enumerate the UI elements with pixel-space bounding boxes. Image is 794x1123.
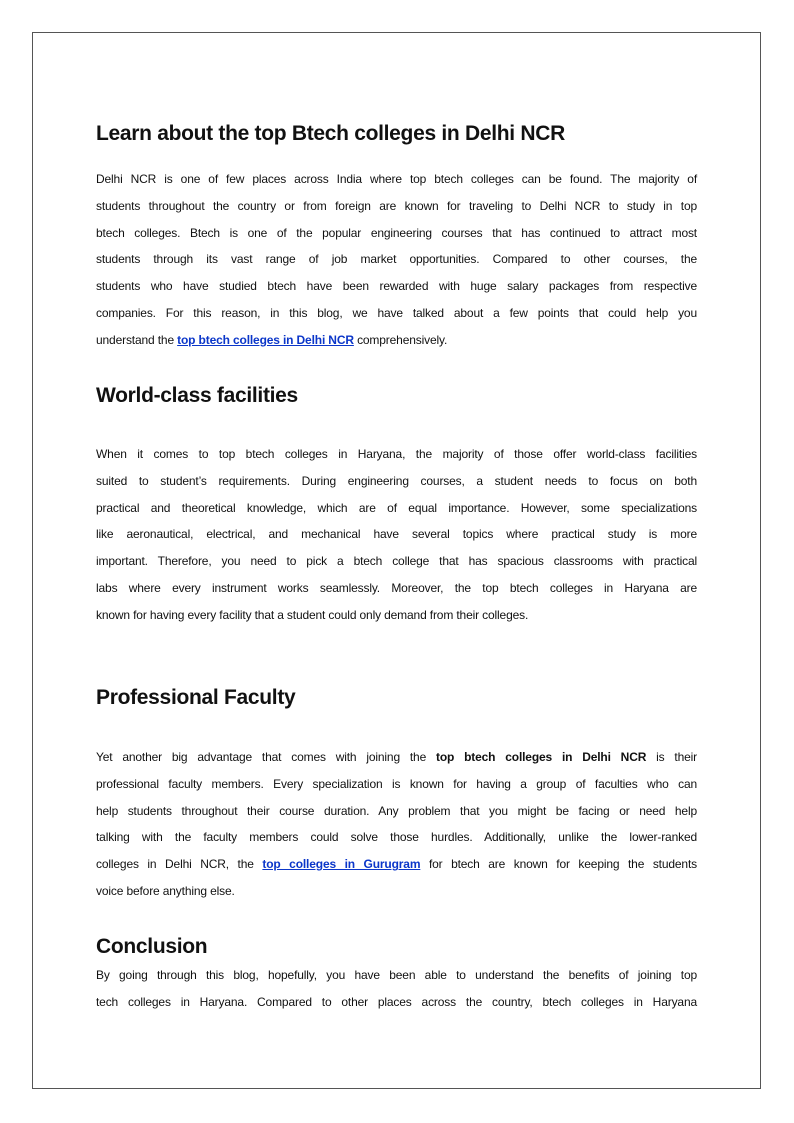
text-line: [96, 166, 697, 193]
text-line: [96, 851, 697, 878]
text-line: [96, 602, 697, 629]
text-segment: suited to student’s requirements. During engineering courses, a student needs to focus on both: [96, 473, 697, 488]
text-line: [96, 300, 697, 327]
text-line: [96, 193, 697, 220]
text-segment: is their: [656, 750, 697, 764]
text-segment: help students throughout their course duration. Any problem that you might be facing or need help: [96, 803, 697, 818]
text-line: [96, 744, 697, 771]
text-line: [96, 798, 697, 825]
hyperlink[interactable]: top colleges in Gurugram: [262, 857, 421, 872]
text-line: [96, 273, 697, 300]
text-segment: important. Therefore, you need to pick a btech college that has spacious classrooms with practical: [96, 554, 697, 569]
text-segment: btech colleges. Btech is one of the popular engineering courses that has continued to attract most: [96, 225, 697, 240]
text-line: [96, 575, 697, 602]
text-segment: talking with the faculty members could solve those hurdles. Additionally, unlike the lower-ranked: [96, 830, 697, 845]
text-line: [96, 548, 697, 575]
heading-conclusion: Conclusion: [96, 935, 208, 958]
text-line: [96, 327, 697, 354]
text-line: [96, 246, 697, 273]
text-segment: By going through this blog, hopefully, you have been able to understand the benefits of joining top: [96, 968, 697, 982]
text-segment: students through its vast range of job market opportunities. Compared to other courses, the: [96, 252, 697, 267]
text-segment: students throughout the country or from foreign are known for traveling to Delhi NCR to study in top: [96, 198, 697, 213]
text-segment: comprehensively.: [357, 332, 448, 347]
heading-learn-about: Learn about the top Btech colleges in Delhi NCR: [96, 122, 565, 145]
text-line: [96, 441, 697, 468]
faculty-paragraph: [96, 744, 697, 905]
text-segment: labs where every instrument works seamlessly. Moreover, the top btech colleges in Haryana are: [96, 580, 697, 595]
text-segment: for btech are known for keeping the students: [428, 857, 697, 872]
hyperlink[interactable]: top btech colleges in Delhi NCR: [177, 332, 354, 347]
intro-paragraph: [96, 166, 697, 354]
conclusion-paragraph: [96, 962, 697, 1016]
text-segment: When it comes to top btech colleges in Haryana, the majority of those offer world-class facilities: [96, 447, 697, 461]
heading-professional-faculty: Professional Faculty: [96, 686, 296, 709]
text-segment: understand the: [96, 332, 174, 347]
text-segment: tech colleges in Haryana. Compared to other places across the country, btech colleges in Haryana: [96, 994, 697, 1009]
text-line: [96, 771, 697, 798]
facilities-paragraph: [96, 441, 697, 629]
heading-world-class-facilities: World-class facilities: [96, 384, 298, 407]
text-line: [96, 220, 697, 247]
text-segment: professional faculty members. Every specialization is known for having a group of faculties who can: [96, 776, 697, 791]
text-segment: known for having every facility that a student could only demand from their colleges.: [96, 607, 529, 622]
text-line: [96, 824, 697, 851]
text-line: [96, 495, 697, 522]
text-segment: companies. For this reason, in this blog, we have talked about a few points that could help you: [96, 305, 697, 320]
text-line: [96, 962, 697, 989]
text-segment: voice before anything else.: [96, 883, 235, 898]
text-segment: Yet another big advantage that comes with joining the: [96, 750, 427, 764]
text-line: [96, 878, 697, 905]
text-segment: practical and theoretical knowledge, which are of equal importance. However, some specializations: [96, 500, 697, 515]
text-line: [96, 468, 697, 495]
text-line: [96, 989, 697, 1016]
text-segment: students who have studied btech have been rewarded with huge salary packages from respective: [96, 279, 697, 294]
text-segment: like aeronautical, electrical, and mechanical have several topics where practical study is more: [96, 527, 697, 542]
bold-text: top btech colleges in Delhi NCR: [436, 750, 647, 764]
text-segment: colleges in Delhi NCR, the: [96, 857, 254, 872]
text-segment: Delhi NCR is one of few places across India where top btech colleges can be found. The majority of: [96, 172, 697, 186]
text-line: [96, 521, 697, 548]
